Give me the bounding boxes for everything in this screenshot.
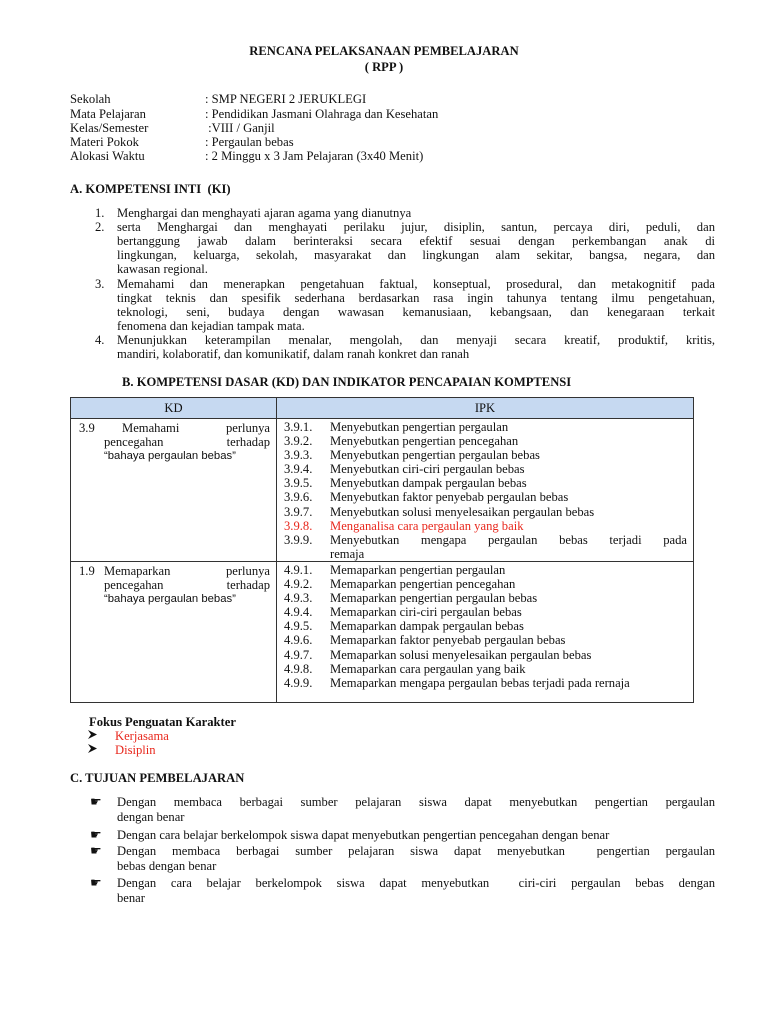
ki-line: mandiri, kolaboratif, dan komunikatif, dalam ranah konkret dan ranah — [117, 347, 470, 361]
pointing-hand-icon: ☛ — [90, 843, 102, 858]
ipk-text: Menyebutkan dampak pergaulan bebas — [330, 476, 527, 491]
tujuan-line: benar — [117, 891, 145, 905]
ki-line: lingkungan, keluarga, sekolah, masyarakat dan lingkungan alam sekitar, bangsa, negara, dan — [117, 248, 715, 262]
ipk-text: Memaparkan solusi menyelesaikan pergaulan bebas — [330, 647, 592, 662]
kd-word: perlunya — [225, 563, 270, 578]
identity-label: Materi Pokok — [70, 135, 139, 149]
identity-label: Sekolah — [70, 92, 111, 106]
ipk-text: Memaparkan mengapa pergaulan bebas terjadi pada rernaja — [330, 675, 630, 690]
list-item — [277, 648, 693, 662]
ipk-text: Menyebutkan solusi menyelesaikan pergaulan bebas — [330, 504, 595, 519]
kd-cell — [71, 561, 277, 702]
ipk-number: 4.9.6. — [284, 633, 313, 648]
kd-word: pencegahan — [104, 435, 164, 450]
list-item — [277, 577, 693, 591]
ipk-text: Memaparkan pengertian pergaulan — [330, 562, 506, 577]
ipk-text: Menganalisa cara pergaulan yang baik — [330, 518, 524, 533]
identity-label: Mata Pelajaran — [70, 107, 146, 121]
ki-number: 2. — [95, 220, 105, 234]
kd-cell — [71, 419, 277, 562]
ki-line: fenomena dan kejadian tampak mata. — [117, 319, 305, 333]
ipk-text: Menyebutkan ciri-ciri pergaulan bebas — [330, 462, 525, 477]
karakter-heading: Fokus Penguatan Karakter — [89, 715, 236, 729]
karakter-item: Kerjasama — [115, 729, 169, 743]
ipk-number: 3.9.4. — [284, 462, 313, 477]
ipk-number: 3.9.8. — [284, 518, 313, 533]
pointing-hand-icon: ☛ — [90, 827, 102, 842]
ipk-number: 3.9.6. — [284, 490, 313, 505]
ipk-text: Menyebutkan faktor penyebab pergaulan bebas — [330, 490, 569, 505]
ipk-number: 3.9.1. — [284, 420, 313, 434]
section-b-heading: B. KOMPETENSI DASAR (KD) DAN INDIKATOR PENCAPAIAN KOMPTENSI — [122, 375, 572, 389]
kd-word: perlunya — [225, 421, 270, 435]
kd-word: terhadap — [226, 578, 270, 593]
tujuan-line: Dengan cara belajar berkelompok siswa dapat menyebutkan pengertian pencegahan dengan benar — [117, 828, 610, 842]
identity-value: : 2 Minggu x 3 Jam Pelajaran (3x40 Menit) — [205, 149, 424, 163]
table-row — [71, 561, 694, 702]
ki-line: teknologi, seni, budaya dengan wawasan kemanusiaan, kebangsaan, dan kenegaraan terkait — [117, 305, 715, 319]
section-c-heading: C. TUJUAN PEMBELAJARAN — [70, 771, 245, 785]
arrow-bullet-icon — [87, 729, 98, 743]
table-row — [71, 419, 694, 562]
kd-word: Memahami — [122, 421, 180, 435]
ki-number: 3. — [95, 277, 105, 291]
identity-label: Alokasi Waktu — [70, 149, 145, 163]
ipk-cell — [277, 419, 694, 562]
list-item — [277, 633, 693, 647]
kd-ipk-table — [70, 397, 694, 703]
list-item — [277, 547, 693, 561]
ipk-text: Memaparkan dampak pergaulan bebas — [330, 619, 524, 634]
identity-value: :VIII / Ganjil — [205, 121, 275, 135]
ki-number: 1. — [95, 206, 105, 220]
list-item — [277, 662, 693, 676]
section-a-heading: A. KOMPETENSI INTI (KI) — [70, 182, 231, 196]
document-subtitle: ( RPP ) — [364, 60, 404, 74]
karakter-item: Disiplin — [115, 743, 156, 757]
list-item — [277, 676, 693, 690]
list-item — [277, 476, 693, 490]
list-item — [277, 434, 693, 448]
list-item — [277, 505, 693, 519]
list-item — [277, 462, 693, 476]
table-header-row — [71, 398, 694, 419]
kd-word: “bahaya pergaulan bebas” — [104, 593, 236, 606]
ki-line: Memahami dan menerapkan pengetahuan faktual, konseptual, prosedural, dan metakognitif pada — [117, 277, 715, 291]
ipk-text: Memaparkan pengertian pergaulan bebas — [330, 591, 538, 606]
tujuan-line: Dengan membaca berbagai sumber pelajaran siswa dapat menyebutkan pengertian pergaulan — [117, 844, 715, 858]
ki-line: serta Menghargai dan menghayati perilaku jujur, disiplin, santun, percaya diri, peduli, dan — [117, 220, 715, 234]
ipk-cell — [277, 561, 694, 702]
ipk-text: remaja — [330, 546, 365, 561]
ipk-number: 4.9.4. — [284, 605, 313, 620]
list-item — [277, 605, 693, 619]
kd-word: “bahaya pergaulan bebas” — [104, 450, 236, 463]
kd-text — [104, 564, 270, 607]
ipk-number: 4.9.7. — [284, 647, 313, 662]
ipk-number: 4.9.2. — [284, 577, 313, 592]
tujuan-line: Dengan cara belajar berkelompok siswa dapat menyebutkan ciri-ciri pergaulan bebas dengan — [117, 876, 715, 890]
kd-text — [104, 421, 270, 464]
ipk-text: Memaparkan pengertian pencegahan — [330, 577, 516, 592]
pointing-hand-icon: ☛ — [90, 875, 102, 890]
kd-number: 3.9 — [79, 421, 95, 435]
list-item — [277, 490, 693, 504]
kd-number: 1.9 — [79, 563, 95, 578]
arrow-bullet-icon — [87, 743, 98, 757]
ipk-text: Memaparkan ciri-ciri pergaulan bebas — [330, 605, 522, 620]
ipk-number: 3.9.3. — [284, 448, 313, 463]
list-item — [277, 619, 693, 633]
ipk-number: 4.9.5. — [284, 619, 313, 634]
ipk-number: 4.9.9. — [284, 675, 313, 690]
ki-line: bertanggung jawab dalam berinteraksi secara efektif sesuai dengan perkembangan anak di — [117, 234, 715, 248]
identity-label: Kelas/Semester — [70, 121, 149, 135]
ki-line: tingkat teknis dan spesifik sederhana berdasarkan rasa ingin tahunya tentang ilmu pengetahuan, — [117, 291, 715, 305]
ki-number: 4. — [95, 333, 105, 347]
identity-value: : Pergaulan bebas — [205, 135, 294, 149]
ipk-column-header: IPK — [277, 398, 694, 419]
tujuan-line: bebas dengan benar — [117, 859, 217, 873]
kd-word: terhadap — [226, 435, 270, 450]
kd-word: Memaparkan — [104, 563, 171, 578]
ipk-number: 3.9.5. — [284, 476, 313, 491]
list-item — [277, 533, 693, 547]
kd-word: pencegahan — [104, 578, 164, 593]
ipk-number — [277, 547, 330, 561]
ipk-number: 4.9.8. — [284, 661, 313, 676]
ki-line: Menunjukkan keterampilan menalar, mengolah, dan menyaji secara kreatif, produktif, kritis, — [117, 333, 715, 347]
ipk-number: 4.9.3. — [284, 591, 313, 606]
tujuan-line: Dengan membaca berbagai sumber pelajaran siswa dapat menyebutkan pengertian pergaulan — [117, 795, 715, 809]
ki-line: kawasan regional. — [117, 262, 208, 276]
ipk-text: Menyebutkan pengertian pergaulan — [330, 420, 509, 434]
identity-value: : Pendidikan Jasmani Olahraga dan Kesehatan — [205, 107, 439, 121]
ipk-text: Menyebutkan pengertian pencegahan — [330, 434, 519, 449]
ipk-number: 3.9.2. — [284, 434, 313, 449]
ipk-text: Memaparkan faktor penyebab pergaulan bebas — [330, 633, 566, 648]
ki-line: Menghargai dan menghayati ajaran agama yang dianutnya — [117, 206, 412, 220]
document-title: RENCANA PELAKSANAAN PEMBELAJARAN — [249, 44, 519, 58]
list-item-highlighted — [277, 519, 693, 533]
identity-value: : SMP NEGERI 2 JERUKLEGI — [205, 92, 367, 106]
ipk-text: Memaparkan cara pergaulan yang baik — [330, 661, 526, 676]
list-item — [277, 563, 693, 577]
list-item — [277, 420, 693, 434]
tujuan-line: dengan benar — [117, 810, 185, 824]
list-item — [277, 448, 693, 462]
ipk-number: 4.9.1. — [284, 562, 313, 577]
kd-column-header: KD — [71, 398, 277, 419]
ipk-text: Menyebutkan pengertian pergaulan bebas — [330, 448, 540, 463]
ipk-text: Menyebutkan mengapa pergaulan bebas terjadi pada — [330, 532, 687, 547]
ipk-number: 3.9.9. — [284, 532, 313, 547]
pointing-hand-icon: ☛ — [90, 794, 102, 809]
list-item — [277, 591, 693, 605]
ipk-number: 3.9.7. — [284, 504, 313, 519]
